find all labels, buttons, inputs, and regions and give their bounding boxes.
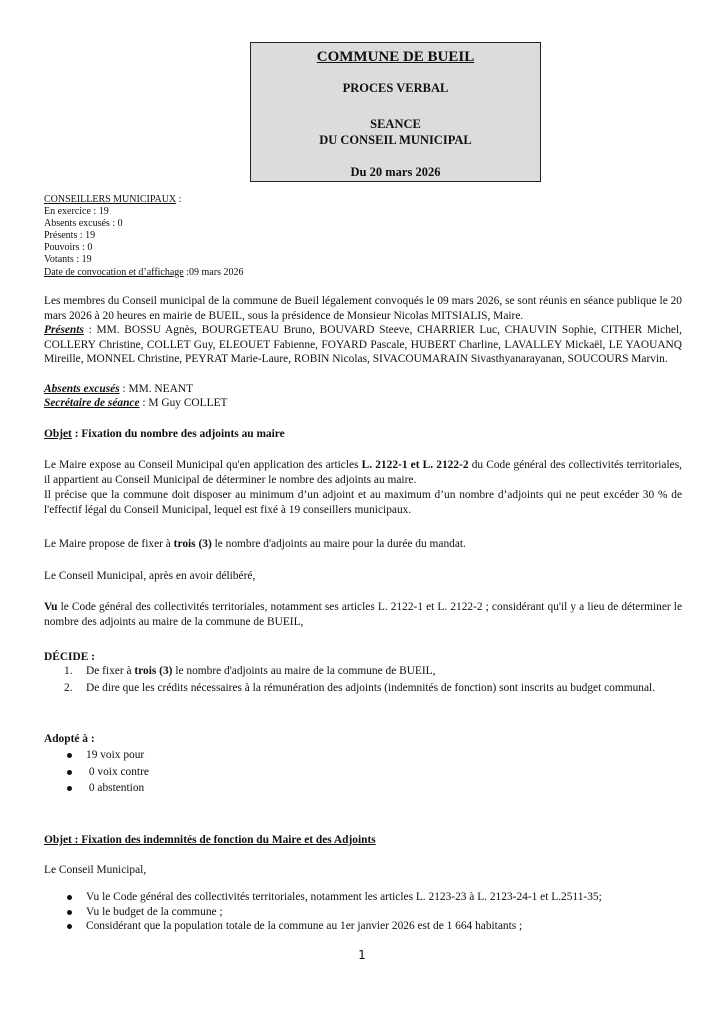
page-number: 1 <box>358 948 366 962</box>
bullet-icon <box>67 753 72 758</box>
objet-1-p3-a: Le Maire propose de fixer à <box>44 538 174 550</box>
absents-label: Absents excusés <box>44 383 120 395</box>
vote-item <box>64 781 149 796</box>
bullet-icon <box>67 910 72 915</box>
objet-1-p3-c: le nombre d'adjoints au maire pour la durée du mandat. <box>211 538 466 550</box>
objet-2-paragraph-1: Le Conseil Municipal, <box>44 864 147 876</box>
considerant-item <box>64 890 682 905</box>
stats-title-label: CONSEILLERS MUNICIPAUX <box>44 194 177 205</box>
decisions-list <box>64 664 682 695</box>
decision-text: De dire que les crédits nécessaires à la rémunération des adjoints (indemnités de fonction) sont inscrits au budget communal. <box>86 681 656 694</box>
vote-item <box>64 765 149 780</box>
secretaire-line <box>44 396 682 411</box>
objet-1-paragraph-3 <box>44 537 682 552</box>
stat-absents-excuses: Absents excusés : 0 <box>44 218 123 230</box>
seance-title <box>251 116 540 148</box>
adopte-heading: Adopté à : <box>44 733 95 745</box>
presents-label: Présents <box>44 324 84 336</box>
objet-1-vu: Vu <box>44 601 58 613</box>
objet-1-text: : Fixation du nombre des adjoints au maire <box>71 428 285 440</box>
decision-number: 2. <box>64 681 73 694</box>
objet-1-paragraph-1 <box>44 458 682 487</box>
vote-item <box>64 748 149 763</box>
decision-number: 1. <box>64 665 73 677</box>
considerant-text: Considérant que la population totale de la commune au 1er janvier 2026 est de 1 664 habitants ; <box>86 920 523 933</box>
vote-text: 0 abstention <box>86 782 145 795</box>
seance-date: Du 20 mars 2026 <box>350 165 441 179</box>
stats-title <box>44 194 243 206</box>
objet-1-p1-a: Le Maire expose au Conseil Municipal qu'en application des articles <box>44 459 362 471</box>
bullet-icon <box>67 770 72 775</box>
bullet-icon <box>67 924 72 929</box>
objet-1-p5-text: le Code général des collectivités territoriales, notamment ses articles L. 2122-1 et L. 2122-2 ; considérant qu'il y a lieu de déterminer le nombre des adjoints au maire de la commune de BUEIL, <box>44 601 682 628</box>
considerant-item <box>64 919 682 934</box>
votes-list <box>64 748 149 796</box>
convocation-value: :09 mars 2026 <box>183 266 244 278</box>
presents-list: : MM. BOSSU Agnès, BOURGETEAU Bruno, BOUVARD Steeve, CHARRIER Luc, CHAUVIN Sophie, CITHER Michel, COLLERY Christine, COLLET Guy, ELEOUET Fabienne, FOYARD Pascale, HUBERT Charline, LAVALLEY Mickaël, LE YAOUANQ Mireille, MONNEL Christine, PEYRAT Marie-Laure, ROBIN Nicolas, SIVACOUMARAIN Sivasthyanarayanan, SOUCOURS Marvin. <box>44 324 682 366</box>
stat-convocation <box>44 267 243 279</box>
decide-heading: DÉCIDE : <box>44 651 95 663</box>
conseillers-stats <box>44 194 243 279</box>
doc-type: PROCES VERBAL <box>342 81 449 95</box>
objet-1-p1-c: du Code général des collectivités territoriales, il appartient au Conseil Municipal de déterminer le nombre des adjoints au maire. <box>44 459 682 486</box>
intro-paragraph: Les membres du Conseil municipal de la commune de Bueil légalement convoqués le 09 mars 2026, se sont réunis en séance publique le 20 mars 2026 à 20 heures en mairie de BUEIL, sous la présidence de Monsieur Nicolas MITSIALIS, Maire. <box>44 295 682 322</box>
objet-1-paragraph-4: Le Conseil Municipal, après en avoir délibéré, <box>44 570 256 582</box>
considerant-text: Vu le budget de la commune ; <box>86 905 223 918</box>
seance-line-1: SEANCE <box>370 117 421 131</box>
bullet-icon <box>67 786 72 791</box>
bullet-icon <box>67 895 72 900</box>
stat-pouvoirs: Pouvoirs : 0 <box>44 242 93 254</box>
decision-text-end: le nombre d'adjoints au maire de la commune de BUEIL, <box>172 665 436 677</box>
stat-presents: Présents : 19 <box>44 230 96 242</box>
decision-item <box>64 664 682 679</box>
vote-text: 19 voix pour <box>86 749 145 761</box>
objet-1-p3-trois: trois (3) <box>173 538 212 550</box>
header-box <box>250 42 541 182</box>
presents-paragraph <box>44 323 682 367</box>
seance-line-2: DU CONSEIL MUNICIPAL <box>319 133 472 147</box>
convocation-label: Date de convocation et d’affichage <box>44 266 184 278</box>
objet-2-bullets <box>64 890 682 934</box>
vote-text: 0 voix contre <box>86 765 149 778</box>
absents-text: : MM. NEANT <box>119 383 194 395</box>
objet-1-title <box>44 427 682 442</box>
objet-1-p1-articles: L. 2122-1 et L. 2122-2 <box>361 459 469 471</box>
secretaire-label: Secrétaire de séance <box>44 397 140 409</box>
considerant-item <box>64 905 682 920</box>
commune-title: COMMUNE DE BUEIL <box>316 49 475 65</box>
objet-1-paragraph-5 <box>44 600 682 629</box>
absents-line <box>44 382 682 397</box>
stat-en-exercice: En exercice : 19 <box>44 206 109 218</box>
decision-bold: trois (3) <box>134 665 173 677</box>
secretaire-text: : M Guy COLLET <box>139 397 228 409</box>
stat-votants: Votants : 19 <box>44 254 92 266</box>
objet-1-label: Objet <box>44 428 72 440</box>
considerant-text: Vu le Code général des collectivités territoriales, notamment les articles L. 2123-23 à L. 2123-24-1 et L.2511-35; <box>86 891 602 903</box>
decision-text: De fixer à <box>86 665 135 677</box>
objet-1-paragraph-2: Il précise que la commune doit disposer au minimum d’un adjoint et au maximum d’un nombre d’adjoints qui ne peut excéder 30 % de l'effectif légal du Conseil Municipal, lequel est fixé à 19 conseillers municipaux. <box>44 489 682 516</box>
objet-2-title: Objet : Fixation des indemnités de fonction du Maire et des Adjoints <box>44 834 376 846</box>
decision-item <box>64 681 682 696</box>
stats-title-suffix: : <box>176 194 182 205</box>
